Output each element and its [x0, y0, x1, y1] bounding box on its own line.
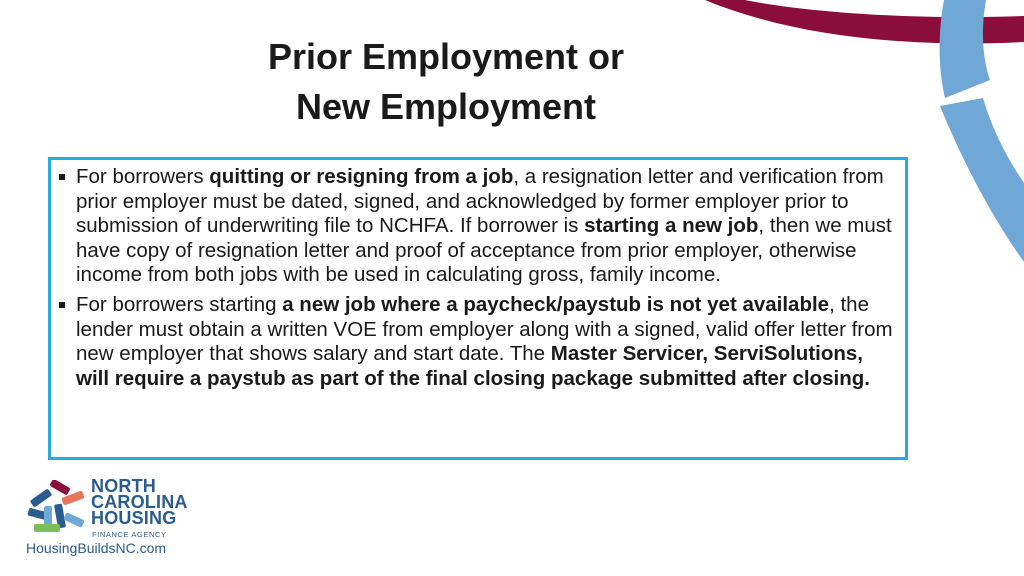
logo-wordmark [91, 478, 188, 526]
logo-line: HOUSING [91, 508, 177, 528]
website-link[interactable]: HousingBuildsNC.com [26, 540, 167, 556]
woven-squares-logo-icon [26, 480, 88, 538]
bullet-item [59, 293, 893, 391]
content-box [48, 157, 908, 460]
logo-tagline: FINANCE AGENCY [92, 530, 167, 539]
maroon-arc [705, 0, 1024, 43]
nchfa-logo[interactable] [24, 478, 199, 562]
square-bullet-icon [59, 174, 65, 180]
bullet-text: , then we must have copy of resignation letter and proof of acceptance from prior employer, otherwise income from both jobs with be used in calculating gross, family income. [76, 214, 892, 287]
bullet-text: For borrowers starting [76, 292, 283, 316]
bullet-item [59, 165, 893, 288]
bullet-text: , a resignation letter and verification from prior employer must be dated, signed, and acknowledged by former employer prior to submission of underwriting file to NCHFA. If borrower is [76, 165, 884, 238]
blue-arc-upper [940, 0, 990, 98]
bullet-emphasis: starting a new job [584, 214, 759, 238]
title-line-1: Prior Employment or [267, 36, 625, 77]
bullet-emphasis: quitting or resigning from a job [209, 165, 514, 188]
title-line-2: New Employment [295, 86, 597, 127]
bullet-text: , the lender must obtain a written VOE from employer along with a signed, valid offer letter from new employer that shows salary and start date. The [76, 292, 893, 366]
bullet-emphasis: a new job where a paycheck/paystub is not yet available [282, 292, 830, 316]
bullet-emphasis: Master Servicer, ServiSolutions, will require a paystub as part of the final closing package submitted after closing. [76, 342, 870, 390]
logo-line: NORTH [91, 476, 156, 496]
logo-line: CAROLINA [91, 492, 188, 512]
blue-arc-lower [940, 98, 1024, 262]
square-bullet-icon [59, 302, 65, 308]
slide-title [196, 32, 696, 132]
bullet-text: For borrowers [76, 165, 210, 188]
